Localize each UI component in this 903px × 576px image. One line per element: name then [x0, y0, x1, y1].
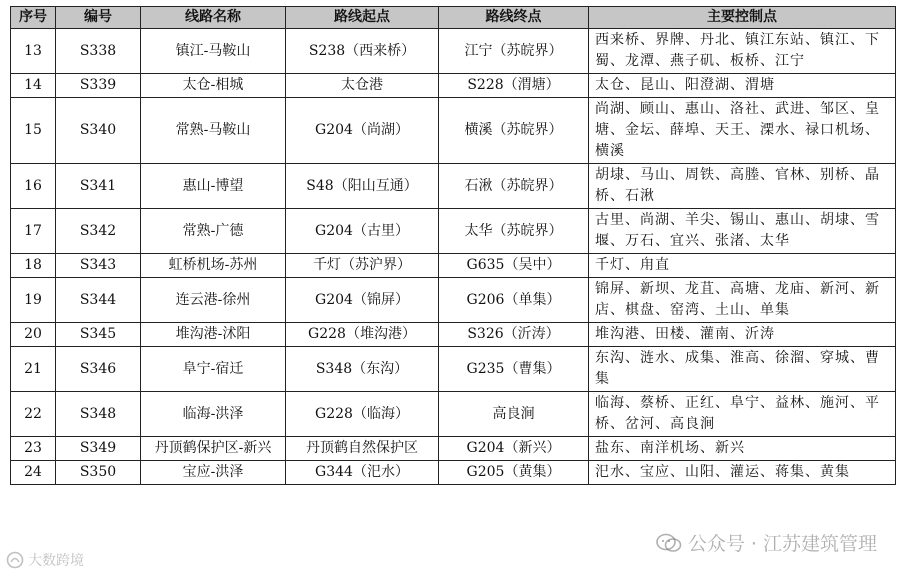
- watermark-right: [656, 529, 877, 556]
- cell-end: S228（渭塘）: [439, 74, 589, 98]
- header-code: 编号: [56, 7, 141, 29]
- cell-code: S346: [56, 347, 141, 392]
- table-row: [11, 209, 896, 254]
- cell-name: 虹桥机场-苏州: [141, 254, 286, 278]
- cell-start: G204（尚湖）: [286, 98, 439, 164]
- cell-points: 太仓、昆山、阳澄湖、渭塘: [589, 74, 896, 98]
- header-no: 序号: [11, 7, 56, 29]
- cell-code: S344: [56, 278, 141, 323]
- cell-start: G204（古里）: [286, 209, 439, 254]
- cell-code: S341: [56, 164, 141, 209]
- cell-no: 19: [11, 278, 56, 323]
- cell-code: S340: [56, 98, 141, 164]
- cell-start: 丹顶鹤自然保护区: [286, 437, 439, 461]
- cell-no: 13: [11, 29, 56, 74]
- cell-start: G228（临海）: [286, 392, 439, 437]
- cell-name: 宝应-洪泽: [141, 461, 286, 485]
- cell-points: 堆沟港、田楼、灌南、沂涛: [589, 323, 896, 347]
- cell-start: 太仓港: [286, 74, 439, 98]
- header-name: 线路名称: [141, 7, 286, 29]
- cell-end: S326（沂涛）: [439, 323, 589, 347]
- logo-icon: [6, 551, 24, 569]
- cell-start: S48（阳山互通）: [286, 164, 439, 209]
- header-points: 主要控制点: [589, 7, 896, 29]
- cell-points: 古里、尚湖、羊尖、锡山、惠山、胡埭、雪堰、万石、宜兴、张渚、太华: [589, 209, 896, 254]
- cell-code: S339: [56, 74, 141, 98]
- cell-no: 17: [11, 209, 56, 254]
- cell-code: S345: [56, 323, 141, 347]
- cell-points: 汜水、宝应、山阳、灌运、蒋集、黄集: [589, 461, 896, 485]
- cell-end: G235（曹集）: [439, 347, 589, 392]
- cell-name: 堆沟港-沭阳: [141, 323, 286, 347]
- cell-end: G635（吴中）: [439, 254, 589, 278]
- watermark-left-text: 大数跨境: [28, 553, 84, 569]
- table-row: [11, 323, 896, 347]
- cell-no: 18: [11, 254, 56, 278]
- watermark-right-text: 公众号 · 江苏建筑管理: [687, 533, 877, 555]
- table-row: [11, 164, 896, 209]
- cell-end: 高良涧: [439, 392, 589, 437]
- cell-start: G344（汜水）: [286, 461, 439, 485]
- cell-no: 20: [11, 323, 56, 347]
- cell-code: S348: [56, 392, 141, 437]
- table-body: [11, 29, 896, 485]
- cell-points: 锦屏、新坝、龙苴、高塘、龙庙、新河、新店、棋盘、窑湾、土山、单集: [589, 278, 896, 323]
- watermark-left: [6, 550, 84, 570]
- cell-no: 16: [11, 164, 56, 209]
- cell-code: S350: [56, 461, 141, 485]
- table-row: [11, 347, 896, 392]
- cell-end: G206（单集）: [439, 278, 589, 323]
- cell-name: 镇江-马鞍山: [141, 29, 286, 74]
- cell-name: 太仓-相城: [141, 74, 286, 98]
- cell-start: S238（西来桥）: [286, 29, 439, 74]
- cell-code: S343: [56, 254, 141, 278]
- cell-name: 丹顶鹤保护区-新兴: [141, 437, 286, 461]
- table-row: [11, 98, 896, 164]
- cell-points: 西来桥、界牌、丹北、镇江东站、镇江、下蜀、龙潭、燕子矶、板桥、江宁: [589, 29, 896, 74]
- table-row: [11, 392, 896, 437]
- cell-name: 临海-洪泽: [141, 392, 286, 437]
- cell-points: 临海、蔡桥、正红、阜宁、益林、施河、平桥、岔河、高良涧: [589, 392, 896, 437]
- cell-no: 24: [11, 461, 56, 485]
- cell-start: G228（堆沟港）: [286, 323, 439, 347]
- table-row: [11, 29, 896, 74]
- cell-end: G204（新兴）: [439, 437, 589, 461]
- cell-start: G204（锦屏）: [286, 278, 439, 323]
- table-row: [11, 461, 896, 485]
- cell-points: 东沟、涟水、成集、淮高、徐溜、穿城、曹集: [589, 347, 896, 392]
- route-table: [10, 6, 896, 485]
- cell-no: 15: [11, 98, 56, 164]
- cell-no: 22: [11, 392, 56, 437]
- cell-no: 14: [11, 74, 56, 98]
- cell-code: S342: [56, 209, 141, 254]
- cell-name: 惠山-博望: [141, 164, 286, 209]
- table-row: [11, 278, 896, 323]
- table-header-row: [11, 7, 896, 29]
- cell-end: 太华（苏皖界）: [439, 209, 589, 254]
- cell-no: 23: [11, 437, 56, 461]
- cell-end: 石湫（苏皖界）: [439, 164, 589, 209]
- cell-start: S348（东沟）: [286, 347, 439, 392]
- table-row: [11, 74, 896, 98]
- cell-end: 横溪（苏皖界）: [439, 98, 589, 164]
- cell-points: 盐东、南洋机场、新兴: [589, 437, 896, 461]
- cell-name: 阜宁-宿迁: [141, 347, 286, 392]
- cell-code: S349: [56, 437, 141, 461]
- cell-name: 常熟-广德: [141, 209, 286, 254]
- header-end: 路线终点: [439, 7, 589, 29]
- cell-name: 连云港-徐州: [141, 278, 286, 323]
- table-row: [11, 254, 896, 278]
- cell-end: G205（黄集）: [439, 461, 589, 485]
- wechat-icon: [656, 533, 682, 553]
- cell-end: 江宁（苏皖界）: [439, 29, 589, 74]
- header-start: 路线起点: [286, 7, 439, 29]
- table-row: [11, 437, 896, 461]
- cell-name: 常熟-马鞍山: [141, 98, 286, 164]
- cell-no: 21: [11, 347, 56, 392]
- cell-code: S338: [56, 29, 141, 74]
- cell-points: 尚湖、顾山、惠山、洛社、武进、邹区、皇塘、金坛、薛埠、天王、溧水、禄口机场、横溪: [589, 98, 896, 164]
- cell-points: 千灯、甪直: [589, 254, 896, 278]
- cell-points: 胡埭、马山、周铁、高塍、官林、别桥、晶桥、石湫: [589, 164, 896, 209]
- cell-start: 千灯（苏沪界）: [286, 254, 439, 278]
